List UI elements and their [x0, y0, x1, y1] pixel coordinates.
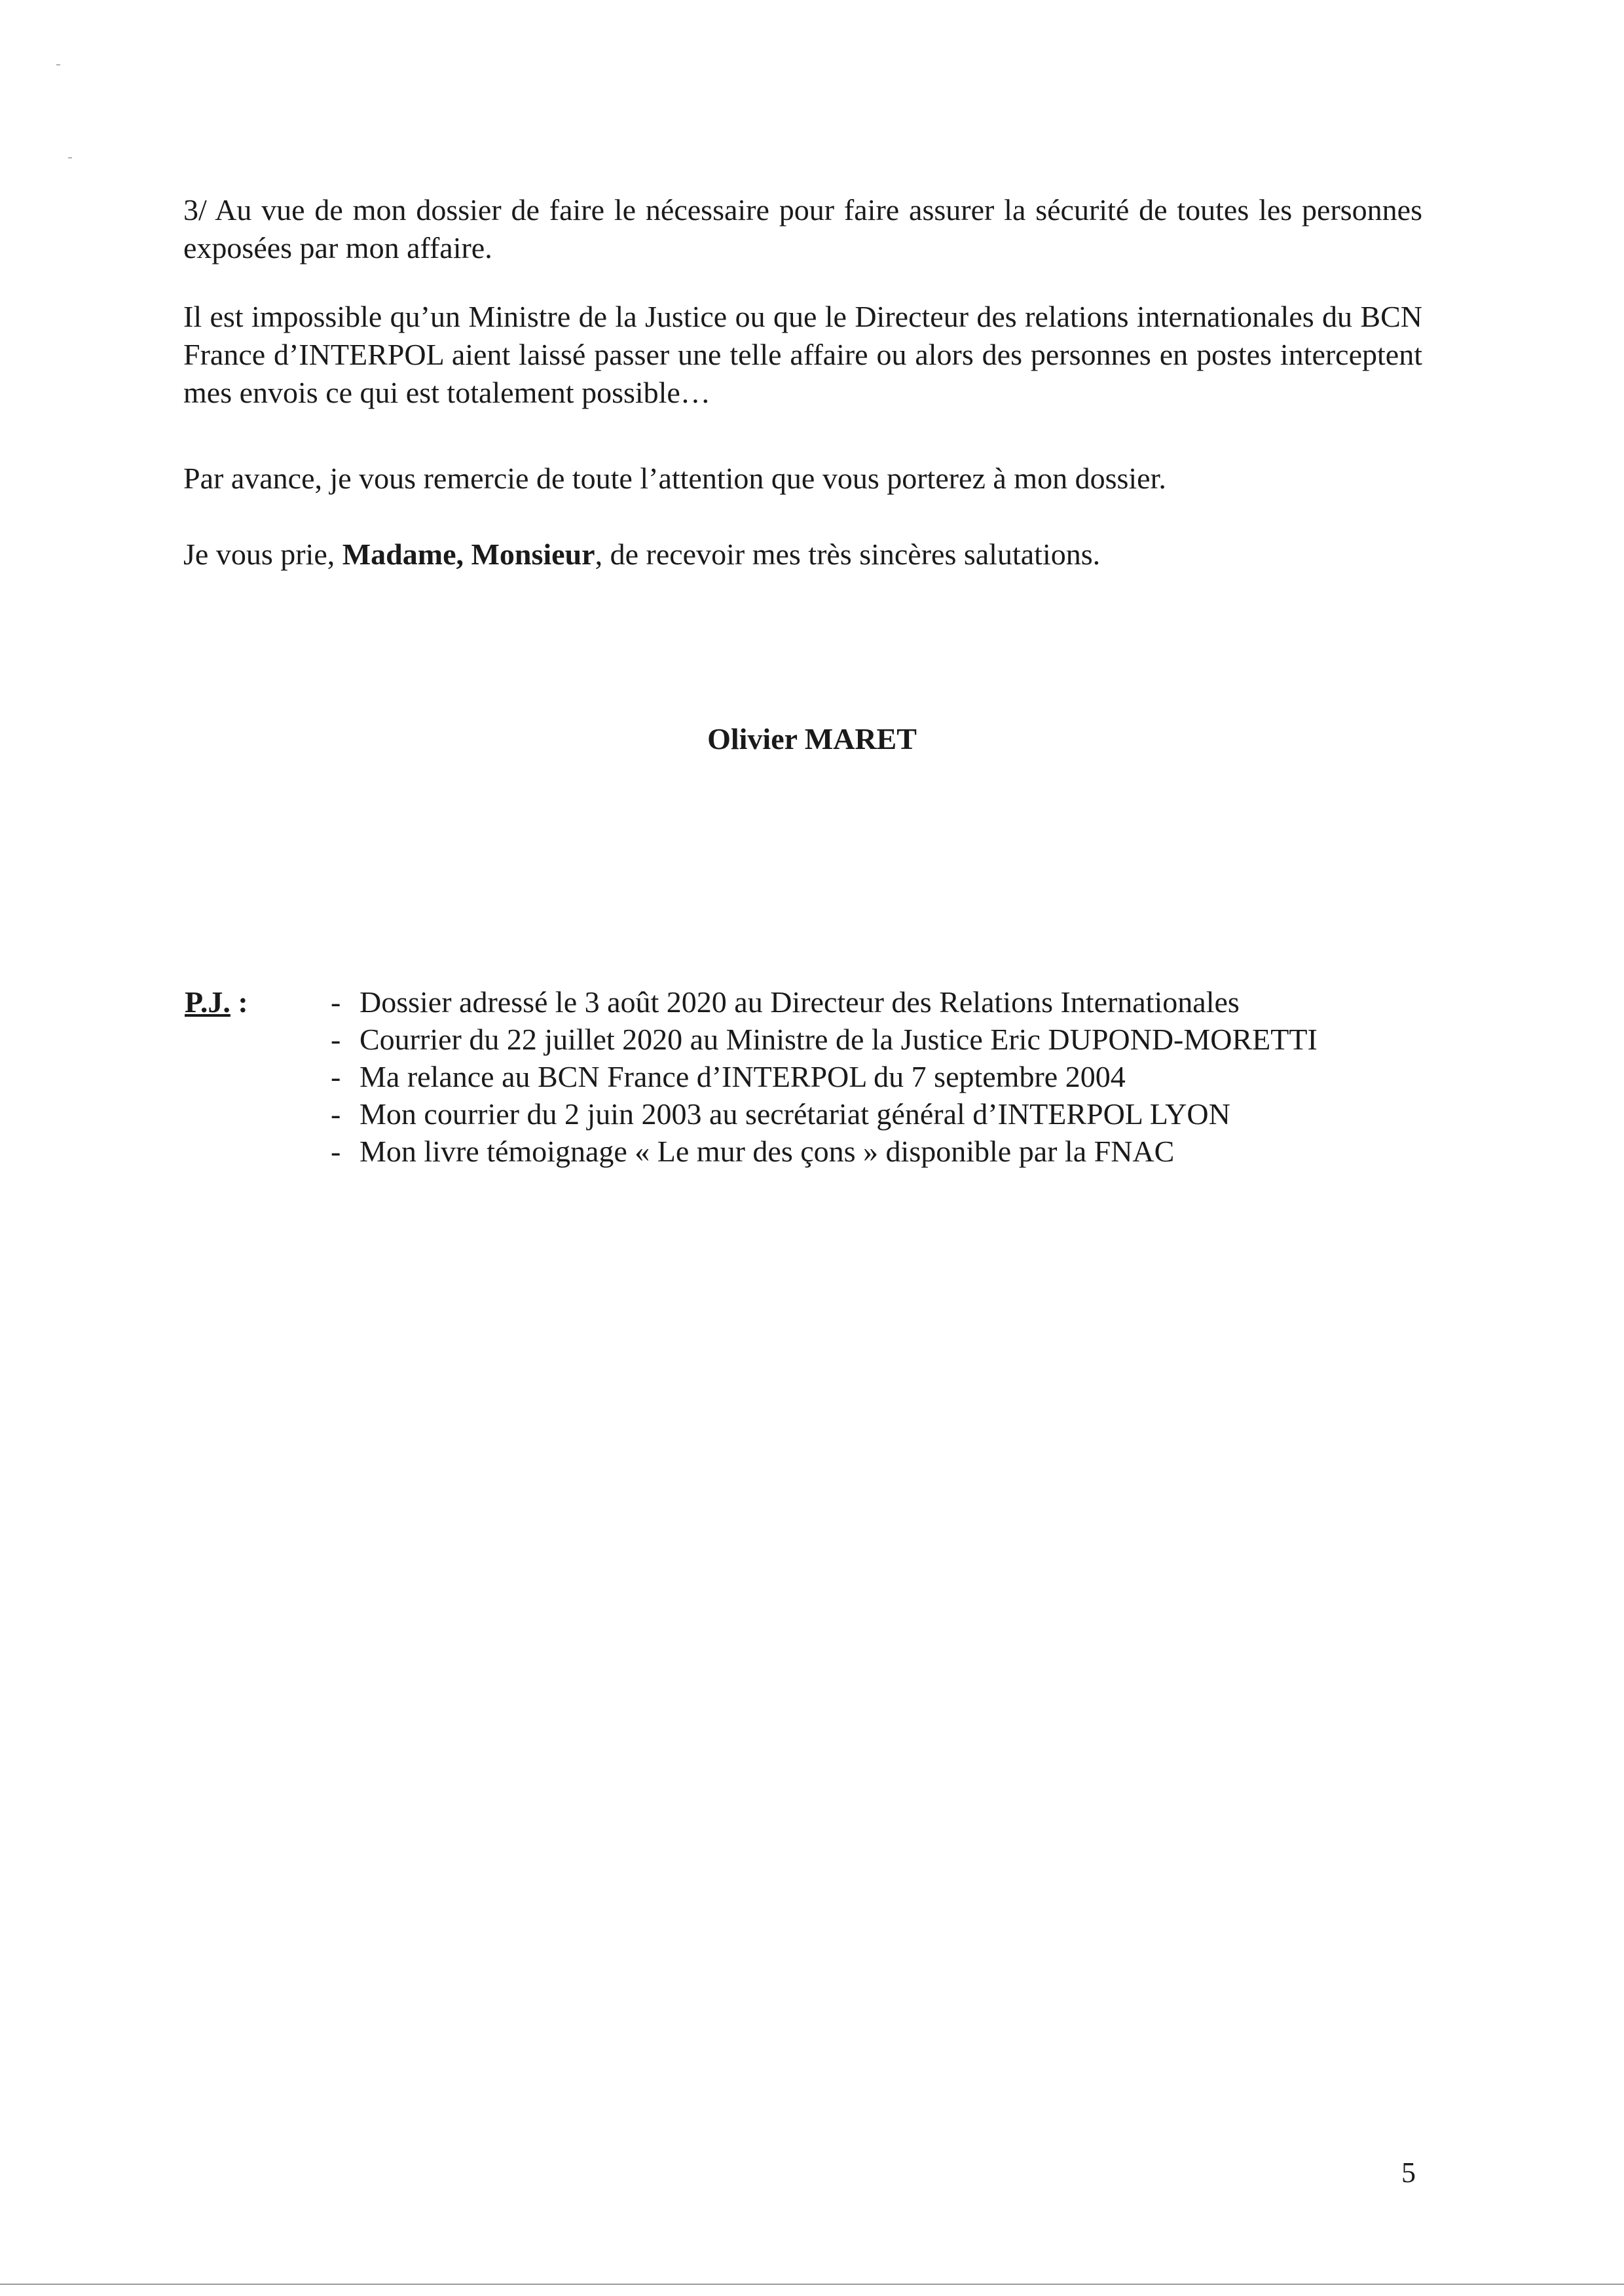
attachments-label-suffix: :	[230, 985, 248, 1019]
attachment-bullet: -	[331, 1097, 341, 1131]
attachment-text: Mon livre témoignage « Le mur des çons » disponible par la FNAC	[360, 1135, 1175, 1168]
attachment-text: Courrier du 22 juillet 2020 au Ministre de la Justice Eric DUPOND-MORETTI	[360, 1023, 1318, 1056]
paragraph-closing	[183, 536, 1422, 574]
page-number: 5	[1401, 2157, 1416, 2189]
attachment-item	[331, 1021, 1444, 1058]
closing-madame: Madame,	[342, 538, 464, 571]
attachments-label-text: P.J.	[185, 985, 231, 1019]
paragraph-thanks	[183, 460, 1422, 498]
closing-before: Je vous prie,	[183, 538, 342, 571]
attachment-bullet: -	[331, 985, 341, 1019]
attachments-label	[185, 983, 248, 1021]
paragraph-text: 3/ Au vue de mon dossier de faire le nécessaire pour faire assurer la sécurité de toutes les personnes exposées par mon affaire.	[183, 193, 1422, 264]
attachment-item	[331, 1058, 1444, 1095]
scan-speck	[68, 157, 72, 158]
paragraph-security	[183, 191, 1422, 267]
attachment-text: Ma relance au BCN France d’INTERPOL du 7 septembre 2004	[360, 1060, 1126, 1093]
scan-edge-line	[0, 2284, 1624, 2285]
paragraph-text: Par avance, je vous remercie de toute l’attention que vous porterez à mon dossier.	[183, 462, 1166, 495]
attachment-bullet: -	[331, 1135, 341, 1168]
attachment-bullet: -	[331, 1060, 341, 1093]
closing-monsieur: Monsieur	[471, 538, 595, 571]
closing-text	[183, 536, 1422, 574]
attachment-text: Dossier adressé le 3 août 2020 au Directeur des Relations Internationales	[360, 985, 1240, 1019]
paragraph-interpol	[183, 298, 1422, 412]
attachment-item	[331, 1095, 1444, 1133]
signature-name: Olivier MARET	[707, 722, 917, 756]
attachments-list	[331, 983, 1444, 1170]
scan-speck	[56, 64, 60, 65]
attachment-bullet: -	[331, 1023, 341, 1056]
attachment-item	[331, 983, 1444, 1021]
closing-space	[464, 538, 471, 571]
closing-after: , de recevoir mes très sincères salutations.	[595, 538, 1101, 571]
paragraph-text: Il est impossible qu’un Ministre de la Justice ou que le Directeur des relations internationales du BCN France d’INTERPOL aient laissé passer une telle affaire ou alors des personnes en postes interceptent mes envois ce qui est totalement possible…	[183, 300, 1422, 409]
attachment-text: Mon courrier du 2 juin 2003 au secrétariat général d’INTERPOL LYON	[360, 1097, 1230, 1131]
attachment-item	[331, 1133, 1444, 1170]
